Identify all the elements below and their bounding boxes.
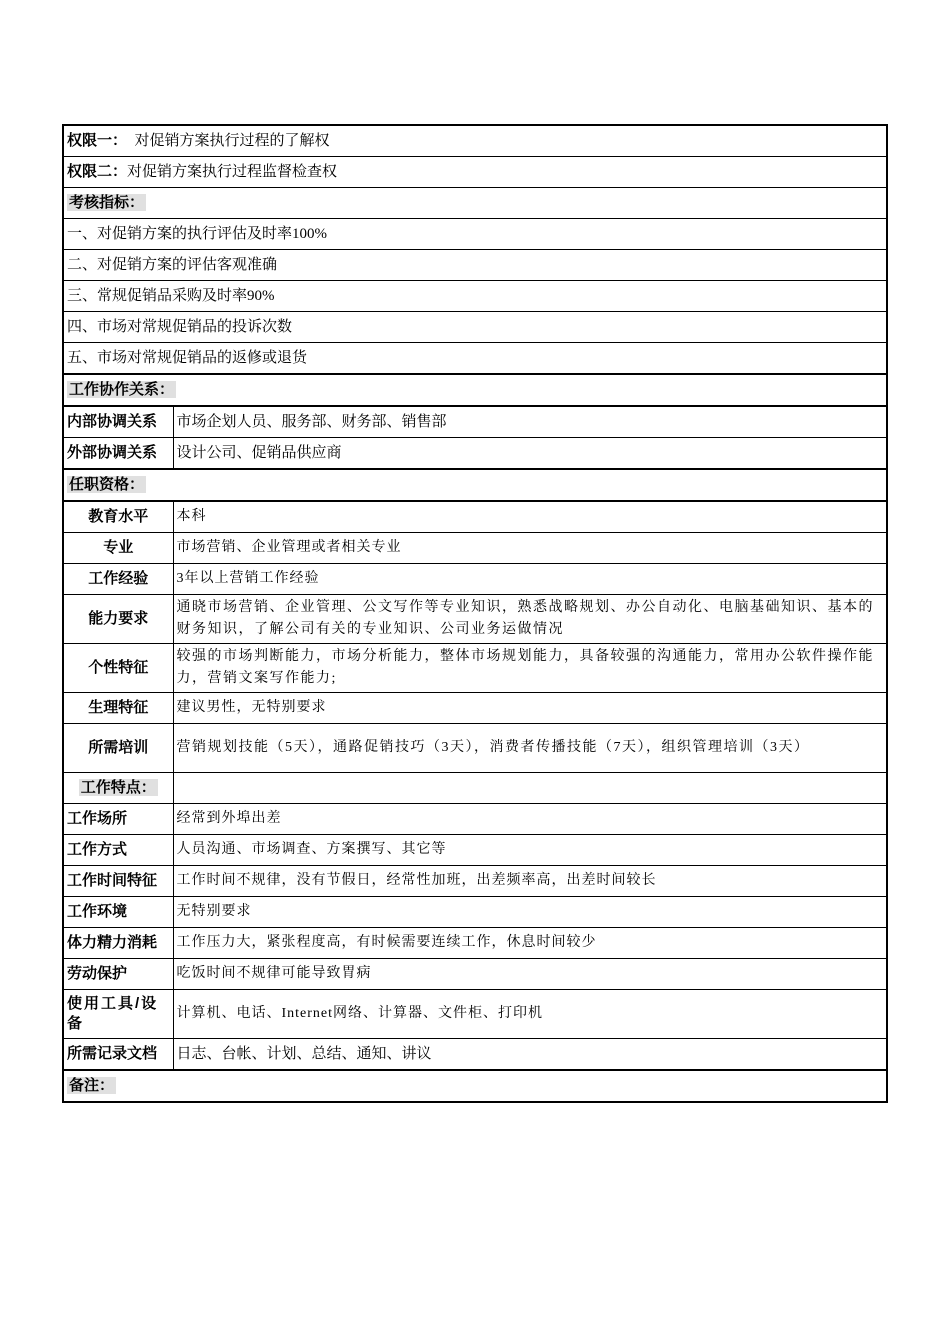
cooperation-value: 设计公司、促销品供应商 [173,438,887,470]
qualification-value: 较强的市场判断能力，市场分析能力，整体市场规划能力，具备较强的沟通能力，常用办公软件操作能力，营销文案写作能力; [173,644,887,693]
work-features-heading-row [63,773,887,804]
job-description-sheet [62,124,888,1103]
remarks-heading: 备注： [69,1077,115,1094]
qualification-label: 能力要求 [63,595,173,644]
qualification-value: 建议男性，无特别要求 [173,693,887,724]
qualification-label: 工作经验 [63,564,173,595]
kpi-item: 四、市场对常规促销品的投诉次数 [63,312,887,343]
work-feature-value: 吃饭时间不规律可能导致胃病 [173,959,887,990]
qualification-value: 本科 [173,501,887,533]
qualification-row [63,644,887,693]
work-feature-row [63,928,887,959]
remarks-row [63,1070,887,1102]
work-feature-value: 日志、台帐、计划、总结、通知、讲议 [173,1039,887,1071]
work-feature-row [63,959,887,990]
work-feature-label: 工作环境 [63,897,173,928]
qualification-value: 3年以上营销工作经验 [173,564,887,595]
kpi-item: 二、对促销方案的评估客观准确 [63,250,887,281]
permission-text: 对促销方案执行过程的了解权 [127,133,330,149]
qualification-heading-row [63,469,887,501]
work-feature-value: 工作时间不规律，没有节假日，经常性加班，出差频率高，出差时间较长 [173,866,887,897]
qualification-label: 生理特征 [63,693,173,724]
work-feature-row [63,866,887,897]
kpi-item: 五、市场对常规促销品的返修或退货 [63,343,887,375]
cooperation-label: 外部协调关系 [63,438,173,470]
qualification-row [63,501,887,533]
qualification-row [63,724,887,773]
work-feature-label: 所需记录文档 [63,1039,173,1071]
cooperation-heading: 工作协作关系： [69,381,175,398]
job-description-table [62,124,888,1103]
work-feature-value: 工作压力大，紧张程度高，有时候需要连续工作，休息时间较少 [173,928,887,959]
kpi-heading: 考核指标： [69,194,145,211]
work-feature-row [63,1039,887,1071]
work-feature-row [63,835,887,866]
permission-text: 对促销方案执行过程监督检查权 [127,164,338,180]
qualification-value: 营销规划技能（5天），通路促销技巧（3天），消费者传播技能（7天），组织管理培训（3天） [173,724,887,773]
work-feature-value: 经常到外埠出差 [173,804,887,835]
work-feature-label: 工作时间特征 [63,866,173,897]
qualification-label: 所需培训 [63,724,173,773]
work-feature-label: 工作方式 [63,835,173,866]
work-feature-label: 使用工具/设备 [63,990,173,1039]
work-feature-row [63,990,887,1039]
qualification-row [63,693,887,724]
cooperation-row [63,438,887,470]
qualification-heading: 任职资格： [69,476,145,493]
work-feature-label: 劳动保护 [63,959,173,990]
qualification-value: 市场营销、企业管理或者相关专业 [173,533,887,564]
work-feature-value: 计算机、电话、Internet网络、计算器、文件柜、打印机 [173,990,887,1039]
work-feature-label: 体力精力消耗 [63,928,173,959]
work-feature-row [63,804,887,835]
qualification-row [63,564,887,595]
qualification-value: 通晓市场营销、企业管理、公文写作等专业知识，熟悉战略规划、办公自动化、电脑基础知识、基本的财务知识，了解公司有关的专业知识、公司业务运做情况 [173,595,887,644]
work-feature-value: 人员沟通、市场调查、方案撰写、其它等 [173,835,887,866]
work-feature-label: 工作场所 [63,804,173,835]
permission-row [63,125,887,157]
work-feature-row [63,897,887,928]
qualification-row [63,595,887,644]
qualification-label: 教育水平 [63,501,173,533]
kpi-heading-row [63,188,887,219]
permission-label: 权限二： [67,163,128,180]
qualification-row [63,533,887,564]
work-feature-value: 无特别要求 [173,897,887,928]
cooperation-heading-row [63,374,887,406]
qualification-label: 个性特征 [63,644,173,693]
cooperation-value: 市场企划人员、服务部、财务部、销售部 [173,406,887,438]
qualification-label: 专业 [63,533,173,564]
cooperation-row [63,406,887,438]
kpi-item: 一、对促销方案的执行评估及时率100% [63,219,887,250]
work-features-heading: 工作特点： [80,779,156,796]
permission-row [63,157,887,188]
kpi-item: 三、常规促销品采购及时率90% [63,281,887,312]
permission-label: 权限一： [67,132,128,149]
cooperation-label: 内部协调关系 [63,406,173,438]
